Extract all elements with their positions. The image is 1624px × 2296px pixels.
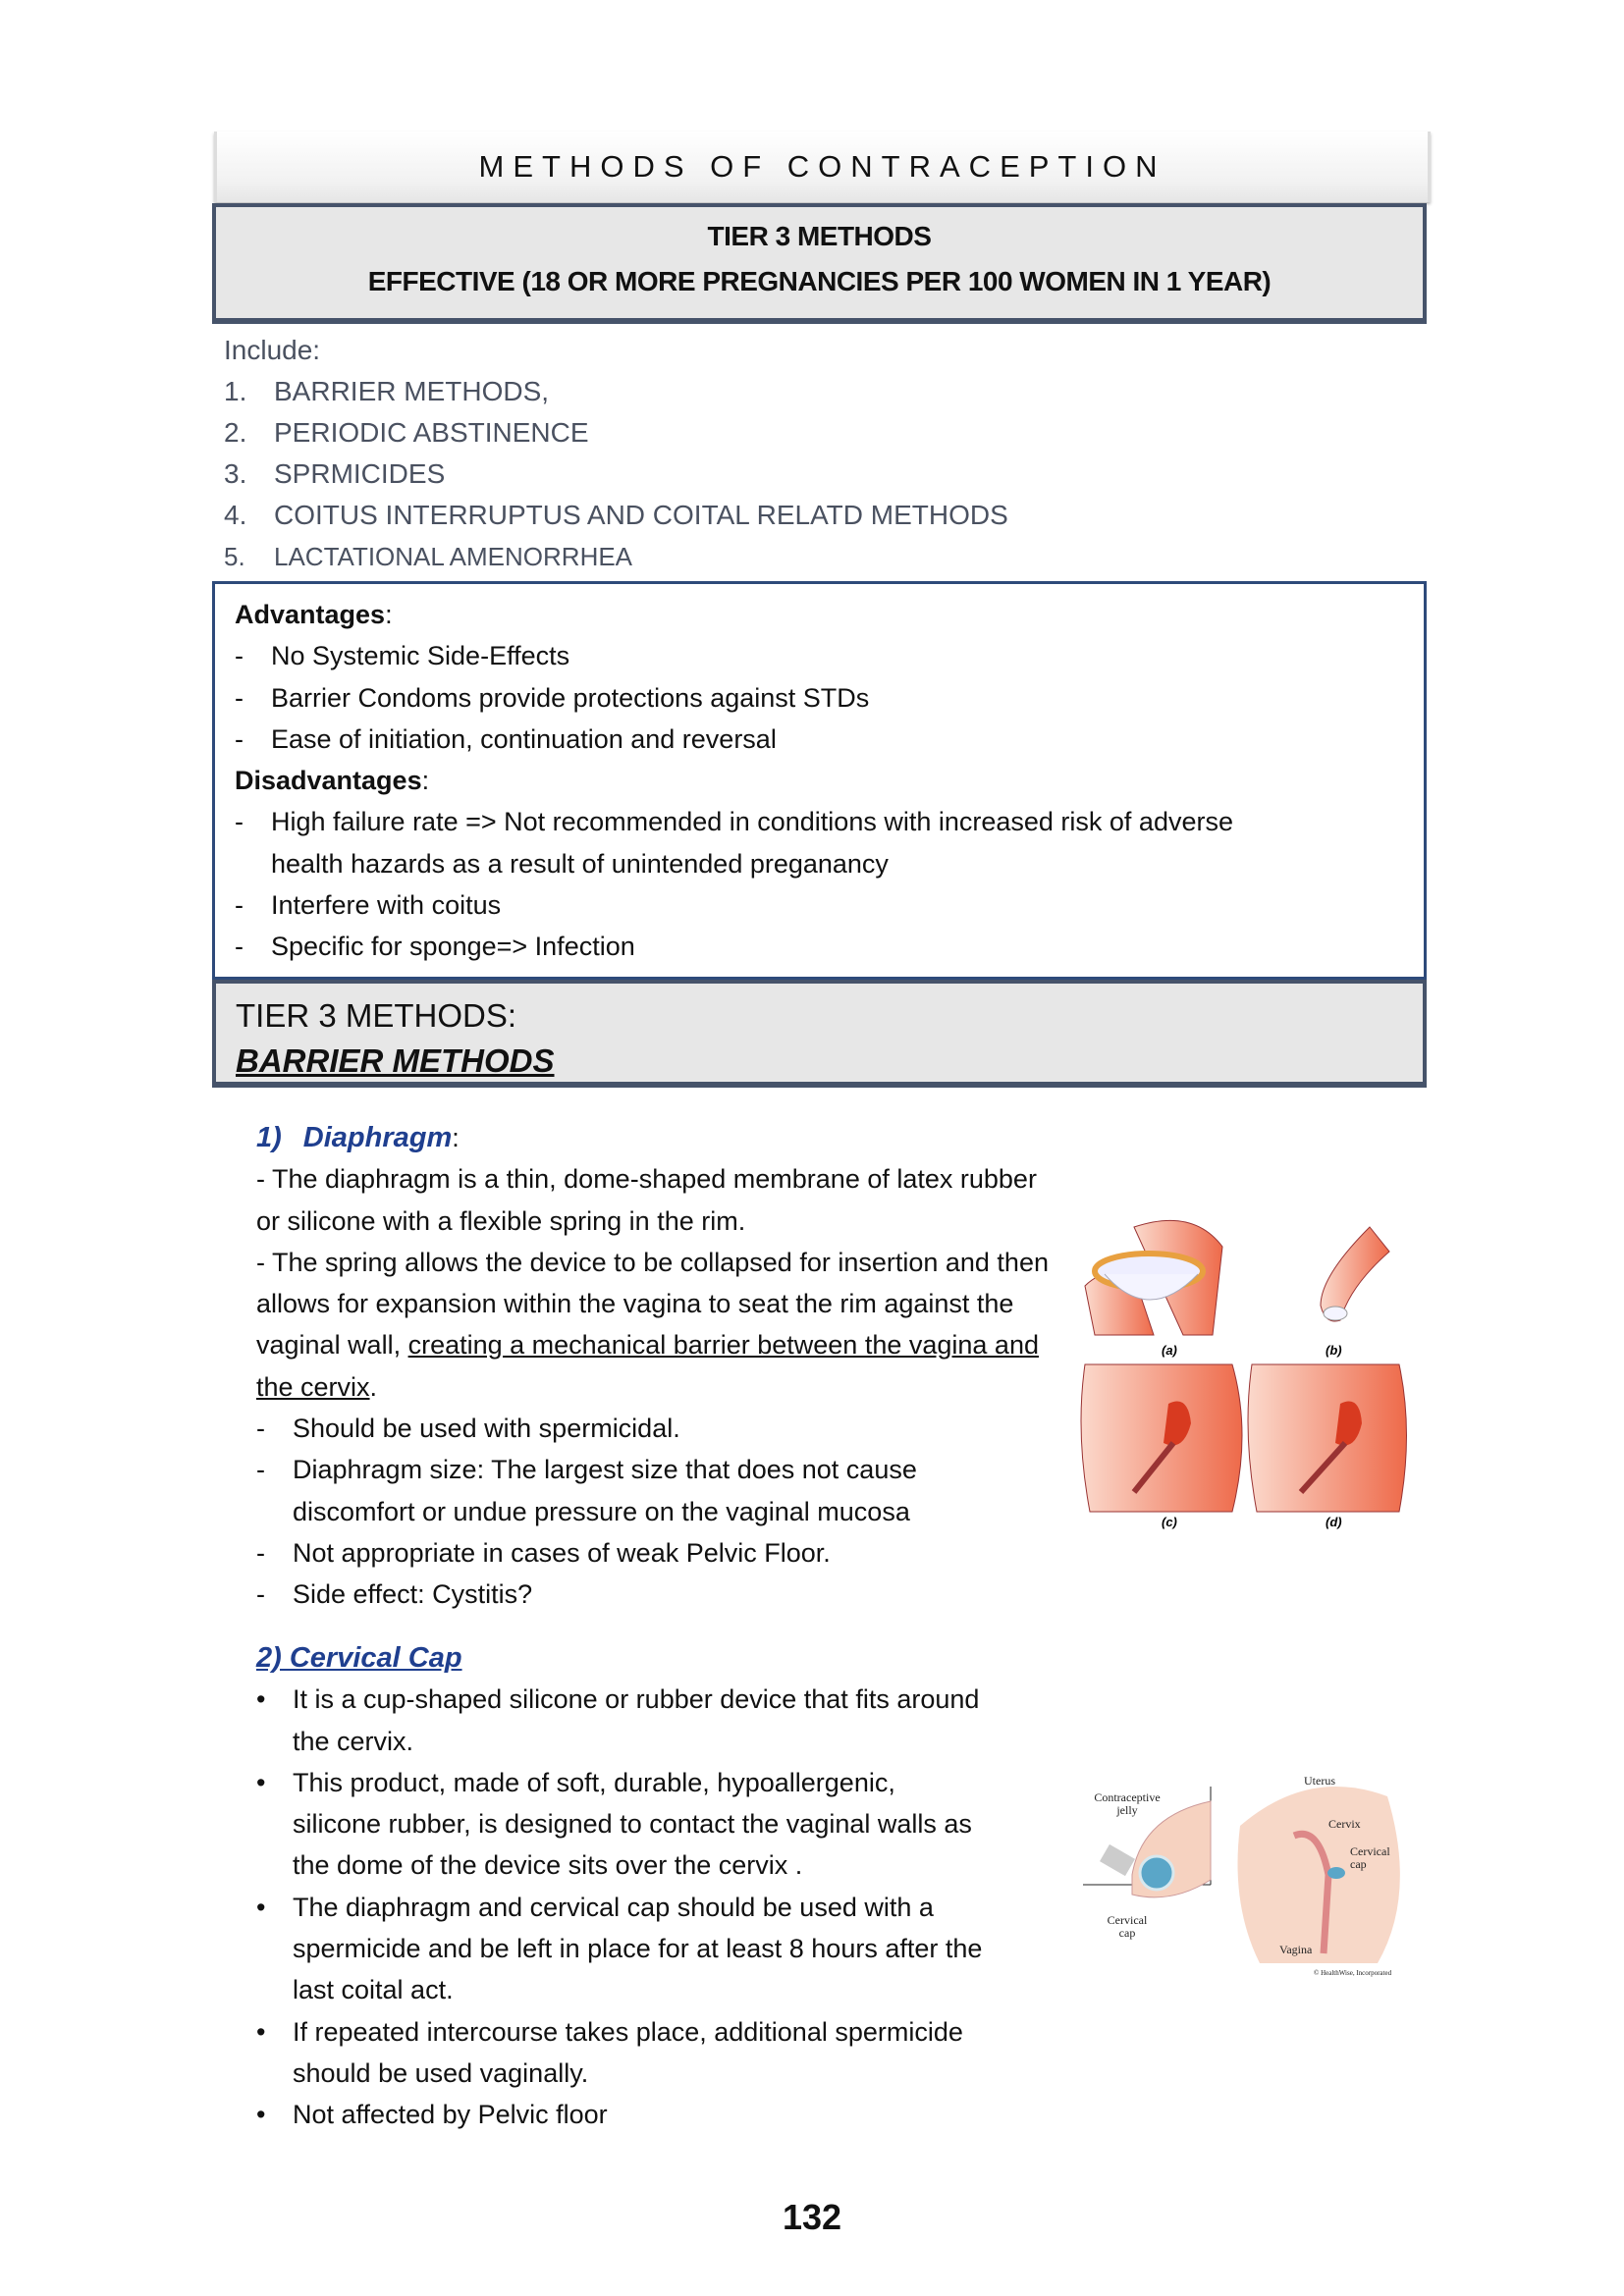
panel-b [1321,1227,1389,1321]
item-text: BARRIER METHODS, [274,376,550,406]
header-banner [214,132,1431,202]
include-label: Include: [224,335,321,365]
panel-c [1081,1364,1242,1512]
item-text: Should be used with spermicidal. [293,1414,680,1444]
bullet-item: • It is a cup-shaped silicone or rubber device that fits around the cervix. [256,1679,993,1762]
label-cap: cap [1118,1926,1136,1940]
label-cervix: Cervix [1328,1817,1361,1831]
panel-d [1248,1364,1407,1512]
item-text: High failure rate => Not recommended in conditions with increased risk of adverse [271,807,1233,837]
figure-credit: © HealthWise, Incorporated [1314,1969,1392,1977]
disadvantages-heading: Disadvantages: [235,766,430,796]
text: . [369,1371,378,1402]
diaphragm-section [256,1117,1052,1616]
disadvantage-item: - Interfere with coitus [235,890,502,921]
label-cervical: Cervical [1107,1913,1148,1927]
label-vagina: Vagina [1279,1943,1313,1956]
advantages-label: Advantages [235,600,386,629]
item-text: This product, made of soft, durable, hypoallergenic, silicone rubber, is designed to contact the vaginal walls as the dome of the device sits over the cervix . [293,1767,972,1881]
list-item [224,371,1008,412]
barrier-tier-title: TIER 3 METHODS: [236,997,517,1034]
diaphragm-heading: 1) Diaphragm: [256,1122,460,1153]
list-item [224,412,1008,454]
label-contraceptive: Contraceptive [1094,1790,1161,1804]
tier-effectiveness: EFFECTIVE (18 OR MORE PREGNANCIES PER 100 WOMEN IN 1 YEAR) [367,266,1272,296]
disadvantage-item: - High failure rate => Not recommended in conditions with increased risk of adverse [235,807,1233,837]
label-cervical-cap-2: cap [1350,1857,1367,1871]
figure-label: (c) [1162,1515,1177,1529]
item-text: COITUS INTERRUPTUS AND COITAL RELATD METHODS [274,500,1008,530]
advantage-item: - No Systemic Side-Effects [235,641,570,671]
item-text: LACTATIONAL AMENORRHEA [274,542,633,571]
section-title: 2) Cervical Cap [256,1642,462,1674]
item-text: The diaphragm and cervical cap should be used with a spermicide and be left in place for at least 8 hours after the last coital act. [293,1892,983,2005]
advantage-item: - Barrier Condoms provide protections against STDs [235,682,870,713]
cervical-cap-section [256,1637,1042,2136]
figure-label: (b) [1326,1343,1342,1358]
bullet-item: - Should be used with spermicidal. [256,1408,1052,1449]
disadvantage-item: - Specific for sponge=> Infection [235,932,635,962]
pros-cons-box [212,581,1427,980]
item-text: PERIODIC ABSTINENCE [274,417,589,448]
list-item [224,495,1008,536]
figure-label: (a) [1162,1343,1177,1358]
anatomy-panel [1238,1787,1400,1963]
header-title: METHODS OF CONTRACEPTION [478,149,1166,184]
label-cervical-cap: Cervical [1350,1844,1390,1858]
section-title: Diaphragm [302,1122,453,1153]
item-number: 3. [224,458,247,489]
text: - The spring allows the device to be collapsed for insertion and then allows for expansion within the vagina to seat the rim against the vaginal wall, [256,1247,1049,1361]
panel-a [1085,1220,1222,1335]
item-number: 1. [224,376,247,406]
label-uterus: Uterus [1304,1774,1335,1788]
bullet-item: • This product, made of soft, durable, hypoallergenic, silicone rubber, is designed to contact the vaginal walls as the dome of the device sits over the cervix . [256,1762,983,1887]
item-text: Ease of initiation, continuation and reversal [271,723,777,754]
barrier-heading-box [212,980,1427,1088]
advantages-heading: Advantages: [235,600,393,629]
bullet-item: • Not affected by Pelvic floor [256,2094,1042,2135]
include-list [224,330,1008,577]
diaphragm-paragraph-2 [256,1242,1052,1408]
item-text: It is a cup-shaped silicone or rubber device that fits around the cervix. [293,1684,980,1756]
figure-label: (d) [1326,1515,1342,1529]
item-text: Interfere with coitus [271,890,502,921]
bullet-item: - Diaphragm size: The largest size that does not cause discomfort or undue pressure on the vaginal mucosa [256,1449,1002,1532]
disadvantages-label: Disadvantages [235,766,422,796]
item-text: Side effect: Cystitis? [293,1579,533,1610]
item-number: 5. [224,542,245,571]
diaphragm-paragraph-1: - The diaphragm is a thin, dome-shaped membrane of latex rubber or silicone with a flexible spring in the rim. [256,1164,1037,1236]
tier-title: TIER 3 METHODS [707,221,932,251]
page-number: 132 [782,2197,842,2237]
item-number: 4. [224,500,247,530]
item-text: Specific for sponge=> Infection [271,932,635,962]
item-text: Not appropriate in cases of weak Pelvic Floor. [293,1537,831,1568]
list-item [224,454,1008,495]
item-number: 2. [224,417,247,448]
item-text: Not affected by Pelvic floor [293,2100,608,2130]
cervical-cap-figure [1083,1757,1407,1983]
bullet-item: - Side effect: Cystitis? [256,1574,1052,1615]
item-text: Barrier Condoms provide protections against STDs [271,682,870,713]
underlined-text: creating a mechanical barrier between the vagina and the cervix [256,1330,1039,1402]
item-text: No Systemic Side-Effects [271,641,570,671]
disadvantage-item-continued: health hazards as a result of unintended preganancy [271,848,889,879]
list-item [224,536,1008,577]
item-text: SPRMICIDES [274,458,446,489]
bullet-item: • If repeated intercourse takes place, additional spermicide should be used vaginally. [256,2011,963,2095]
label-jelly: jelly [1116,1803,1138,1817]
section-number: 1) [256,1122,282,1153]
bullet-item: - Not appropriate in cases of weak Pelvic Floor. [256,1532,1052,1574]
advantage-item: - Ease of initiation, continuation and reversal [235,723,777,754]
item-text: Diaphragm size: The largest size that does not cause discomfort or undue pressure on the vaginal mucosa [293,1455,917,1526]
bullet-item: • The diaphragm and cervical cap should be used with a spermicide and be left in place for at least 8 hours after the last coital act. [256,1887,1022,2011]
diaphragm-insertion-figure [1075,1207,1409,1531]
item-text: If repeated intercourse takes place, additional spermicide should be used vaginally. [293,2016,963,2088]
tier-heading-box [212,203,1427,324]
barrier-title: BARRIER METHODS [236,1042,555,1079]
